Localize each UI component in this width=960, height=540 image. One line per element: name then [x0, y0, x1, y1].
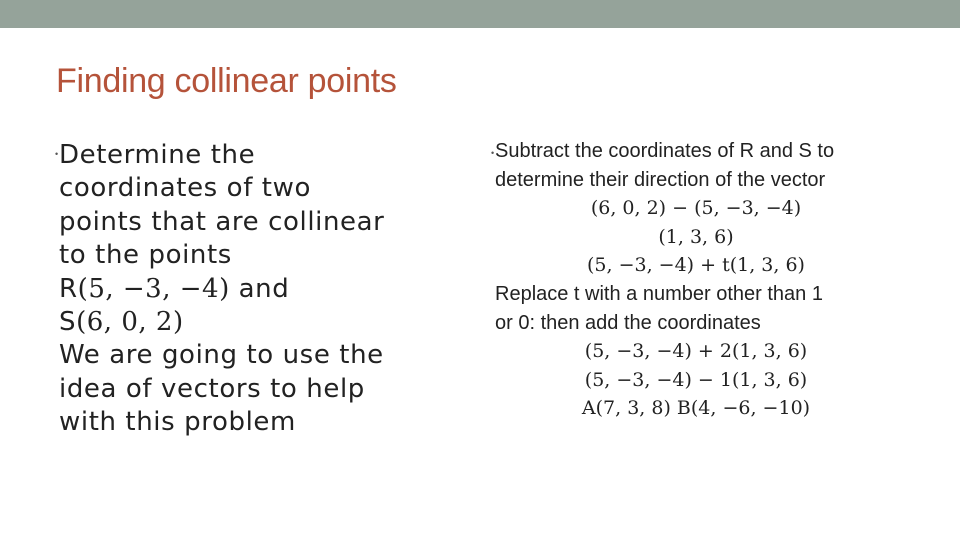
point-r-label: R: [59, 273, 78, 304]
slide-title: Finding collinear points: [56, 62, 397, 100]
step1-line-1: Subtract the coordinates of R and S to: [495, 140, 835, 162]
equation-subtract: (6, 0, 2) − (5, −3, −4): [590, 197, 802, 220]
left-line-1: Determine the: [59, 140, 256, 170]
equation-result-points: A(7, 3, 8) B(4, −6, −10): [581, 397, 811, 420]
left-line-8: idea of vectors to help: [59, 373, 365, 404]
equation-minus-one: (5, −3, −4) − 1(1, 3, 6): [584, 368, 808, 391]
point-r-coords: (5, −3, −4): [77, 273, 230, 304]
left-line-4: to the points: [59, 240, 232, 271]
left-text-block: [59, 139, 469, 440]
right-bullet: •: [491, 148, 495, 158]
left-line-3: points that are collinear: [59, 206, 385, 237]
left-line-9: with this problem: [59, 407, 296, 438]
top-accent-bar: [0, 0, 960, 28]
right-text-block: [495, 137, 935, 423]
left-bullet: •: [55, 149, 59, 159]
step2-line-2: or 0: then add the coordinates: [495, 311, 761, 334]
left-line-point-r: [59, 273, 469, 306]
left-line-7: We are going to use the: [59, 340, 384, 371]
equation-plus-two: (5, −3, −4) + 2(1, 3, 6): [584, 340, 808, 363]
equation-direction: (1, 3, 6): [658, 225, 734, 248]
step1-line-2: determine their direction of the vector: [495, 168, 826, 191]
step2-line-1: Replace t with a number other than 1: [495, 282, 823, 305]
point-s-label: S: [59, 307, 77, 338]
and-word: and: [229, 273, 290, 304]
left-line-2: coordinates of two: [59, 173, 311, 204]
equation-parametric: (5, −3, −4) + t(1, 3, 6): [587, 254, 805, 277]
point-s-coords: (6, 0, 2): [76, 307, 184, 338]
left-line-point-s: [59, 306, 469, 339]
